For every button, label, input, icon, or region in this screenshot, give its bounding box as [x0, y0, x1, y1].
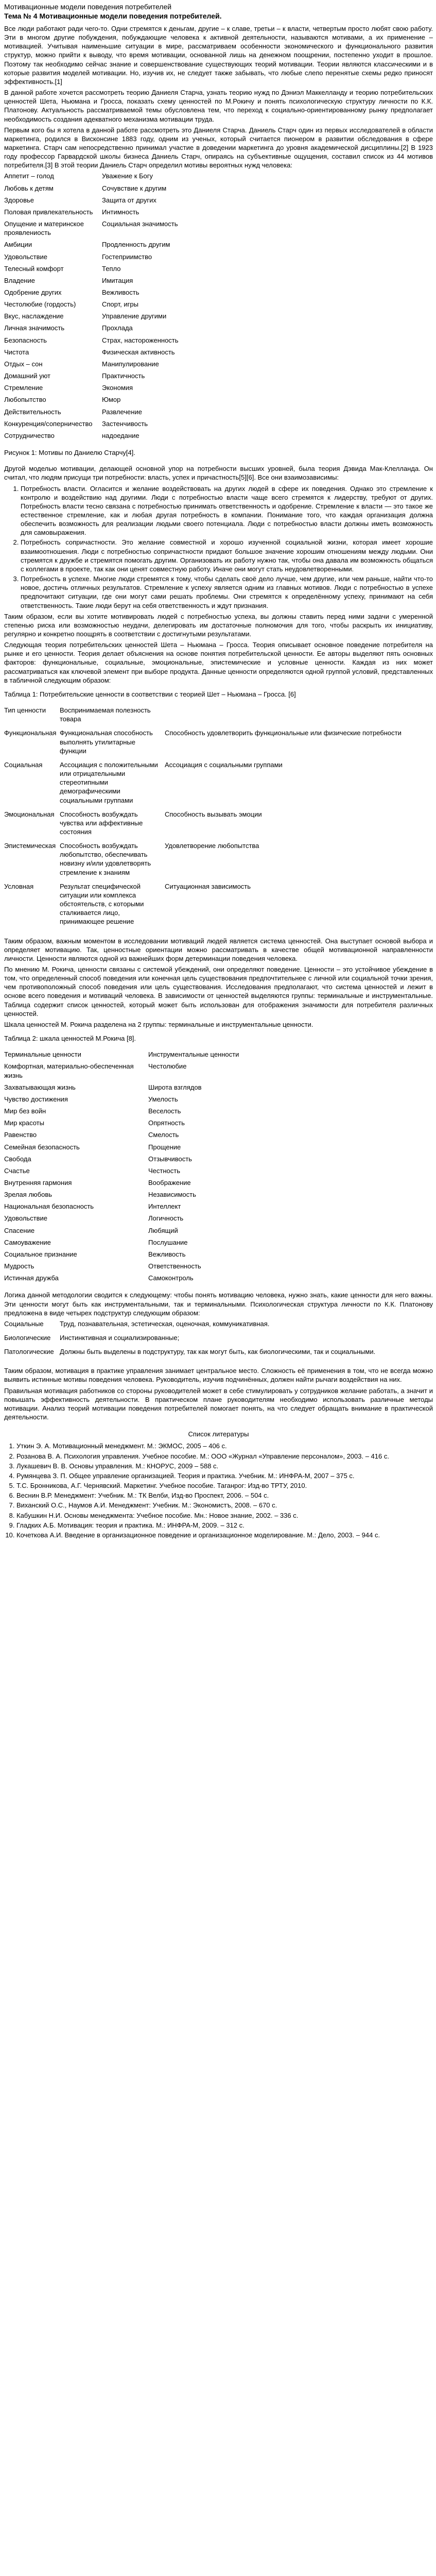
- motives-table: [4, 172, 179, 443]
- table-row: [4, 1143, 239, 1155]
- table-row: [4, 706, 404, 728]
- reference-item: 10. Кочеткова А.И. Введение в организационное поведение и организационное моделирование. М.: Дело, 2003. – 944 с.: [16, 1531, 433, 1539]
- motive-cell: Удовольствие: [4, 252, 47, 261]
- table-row: [4, 1118, 239, 1130]
- rokeach-intro: [4, 937, 433, 1029]
- table-row: [4, 300, 179, 312]
- table-cell: Внутренняя гармония: [4, 1178, 72, 1187]
- table-cell: Ассоциация с положительными или отрицательными стереотипными демографическими социальными группами: [60, 760, 158, 804]
- table-cell: Самоконтроль: [148, 1274, 194, 1282]
- paragraph: Следующая теория потребительских ценностей Шета – Ньюмана – Гросса. Теория описывает основное поведение потребителя на рынке и его ценности. Теория делает объяснения на основе понятия потребительской ценности. Ее авторы выделяют пять основных факторов: функциональные, социальные, эмоциональные, эпистемические и условные ценности. Каждая из них может рассматриваться как ключевой элемент при выборе продукта. Данные ценности определяются одной группой условий, представленных в табличной следующим образом:: [4, 641, 433, 684]
- motive-cell: Сочувствие к другим: [102, 184, 167, 192]
- table-cell: Честность: [148, 1166, 180, 1175]
- table-cell: Социальное признание: [4, 1250, 77, 1258]
- table-row: [4, 1155, 239, 1166]
- table-cell: Мир без войн: [4, 1107, 46, 1115]
- motive-cell: Аппетит – голод: [4, 172, 54, 180]
- table-row: [4, 172, 179, 183]
- table-header-cell: Инструментальные ценности: [148, 1050, 239, 1059]
- table-row: [4, 219, 179, 240]
- table-row: [4, 276, 179, 288]
- table-cell: Ассоциация с социальными группами: [165, 760, 283, 769]
- intro-section: [4, 24, 433, 170]
- motive-cell: Отдых – сон: [4, 360, 43, 368]
- table-row: [4, 312, 179, 324]
- rokeach-table: [4, 1050, 239, 1285]
- table-row: [4, 1226, 239, 1238]
- reference-item: 5. Т.С. Бронникова, А.Г. Чернявский. Маркетинг. Учебное пособие. Таганрог: Изд-во ТРТУ, 2010.: [16, 1481, 433, 1490]
- table-cell: Результат специфической ситуации или комплекса обстоятельств, с которыми сталкивается лицо, принимающее решение: [60, 882, 144, 926]
- table-cell: Способность возбуждать чувства или аффективные состояния: [60, 810, 143, 836]
- motive-cell: Экономия: [102, 384, 133, 392]
- motive-cell: Спорт, игры: [102, 300, 138, 309]
- table-cell: Мудрость: [4, 1262, 34, 1270]
- table-cell: Логичность: [148, 1214, 184, 1223]
- motive-cell: Развлечение: [102, 408, 142, 416]
- table-cell: Широта взглядов: [148, 1083, 202, 1091]
- table-cell: Интеллект: [148, 1202, 181, 1211]
- table-row: [4, 1319, 377, 1333]
- table-cell: Веселость: [148, 1107, 181, 1115]
- motive-cell: Действительность: [4, 408, 61, 416]
- paragraph: Шкала ценностей М. Рокича разделена на 2 группы: терминальные и инструментальные ценности.: [4, 1020, 313, 1028]
- reference-item: 4. Румянцева З. П. Общее управление организацией. Теория и практика. Учебник. М.: ИНФРА-М, 2007 – 375 с.: [16, 1471, 433, 1480]
- motive-cell: Личная значимость: [4, 324, 65, 332]
- motive-cell: Гостеприимство: [102, 252, 152, 261]
- motive-cell: Защита от других: [102, 196, 156, 204]
- motive-cell: Домашний уют: [4, 372, 51, 380]
- table-cell: Опрятность: [148, 1119, 185, 1127]
- table-cell: Мир красоты: [4, 1119, 44, 1127]
- table-row: [4, 1214, 239, 1226]
- table-cell: Национальная безопасность: [4, 1202, 94, 1211]
- reference-item: 3. Лукашевич В. В. Основы управления. М.: КНОРУС, 2009 – 588 с.: [16, 1462, 433, 1470]
- table-row: [4, 1130, 239, 1142]
- table-cell: Послушание: [148, 1238, 188, 1246]
- platonov-table: [4, 1319, 377, 1361]
- table-header-row: [4, 1050, 239, 1062]
- table-cell: Функциональная способность выполнять утилитарные функции: [60, 729, 153, 755]
- figure-caption: Рисунок 1: Мотивы по Даниелю Старчу[4].: [4, 449, 135, 457]
- paragraph: Все люди работают ради чего-то. Одни стремятся к деньгам, другие – к славе, третьи – к власти, четвертым просто любят свою работу. Эти в многом другие побуждения, побуждающие человека к активной деятельности, называются мотивами, а их применение – мотивацией. Учитывая наименьшие ситуации в мире, рассматриваем особенности экономического и функционального развития структур, можно прийти к выводу, что время мотивации, основанной лишь на денежном поощрении, постепенно уходит в прошлое. Поэтому так необходимо сейчас знание и совершенствование существующих теорий мотивации. Теории являются классическими и в которые развития моделей мотивации. Но, изучив их, не следует также забывать, что любые слепо перенятые схемы редко приносят эффективность.[1]: [4, 24, 433, 86]
- table-row: [4, 419, 179, 431]
- table-cell: Зрелая любовь: [4, 1191, 53, 1199]
- table-row: [4, 1083, 239, 1095]
- table-cell: Социальная: [4, 760, 43, 769]
- table-row: [4, 1262, 239, 1274]
- doc-title: Мотивационные модели поведения потребителей: [4, 3, 172, 11]
- table-row: [4, 841, 404, 882]
- table-row: [4, 408, 179, 419]
- table-row: [4, 1178, 239, 1190]
- conclusion: [4, 1366, 433, 1421]
- mcclelland-after: [4, 612, 433, 685]
- table-row: [4, 760, 404, 810]
- motive-cell: Стремление: [4, 384, 43, 392]
- table-cell: Патологические: [4, 1348, 54, 1356]
- mcclelland-intro: Другой моделью мотивации, делающей основной упор на потребности высших уровней, была теория Дэвида Мак-Клелланда. Он считал, что людям присущи три потребности: власть, успех и причастность[5][6]. Все они взаимозависимы:: [4, 465, 433, 482]
- doc-subtitle: Тема № 4 Мотивационные модели поведения потребителей.: [4, 12, 222, 21]
- motive-cell: Застенчивость: [102, 419, 148, 428]
- table-cell: Умелость: [148, 1095, 178, 1103]
- table-cell: Семейная безопасность: [4, 1143, 80, 1151]
- table-cell: Чувство достижения: [4, 1095, 68, 1103]
- table-cell: Равенство: [4, 1131, 37, 1139]
- table-cell: Честолюбие: [148, 1062, 187, 1071]
- table-cell: Функциональная: [4, 729, 57, 737]
- motive-cell: Любовь к детям: [4, 184, 54, 192]
- table-row: [4, 1333, 377, 1347]
- table-cell: Ответственность: [148, 1262, 201, 1270]
- motive-cell: Опущение и материнское проявлениость: [4, 220, 84, 237]
- table-row: [4, 395, 179, 407]
- motive-cell: надоедание: [102, 431, 139, 439]
- table-cell: Свобода: [4, 1155, 31, 1163]
- table-cell: Социальные: [4, 1319, 44, 1328]
- motive-cell: Любопытство: [4, 396, 46, 404]
- motive-cell: Сотрудничество: [4, 431, 55, 439]
- table-row: [4, 431, 179, 443]
- values-table: [4, 706, 404, 931]
- table-cell: Условная: [4, 882, 34, 890]
- reference-item: 8. Кабушкин Н.И. Основы менеджмента: Учебное пособие. Мн.: Новое знание, 2002. – 336 с.: [16, 1511, 433, 1520]
- table-row: [4, 1166, 239, 1178]
- table-row: [4, 1347, 377, 1361]
- table-cell: Отзывчивость: [148, 1155, 192, 1163]
- reference-item: 7. Виханский О.С., Наумов А.И. Менеджмент: Учебник. М.: Экономистъ, 2008. – 670 с.: [16, 1501, 433, 1510]
- table-cell: Способность вызывать эмоции: [165, 810, 262, 818]
- table-cell: Воспринимаемая полезность товара: [60, 706, 151, 723]
- reference-item: 6. Веснин В.Р. Менеджмент: Учебник. М.: ТК Велби, Изд-во Проспект, 2006. – 504 с.: [16, 1491, 433, 1500]
- motive-cell: Владение: [4, 276, 35, 284]
- motive-cell: Честолюбие (гордость): [4, 300, 76, 309]
- table-row: [4, 196, 179, 208]
- paragraph: Таким образом, мотивация в практике управления занимает центральное место. Сложность её применения в том, что не всегда можно выявить истинные мотивы поведения человека. Руководитель, изучив подчинённых, должен найти рычаги воздействия на них.: [4, 1367, 433, 1384]
- table-cell: [165, 706, 404, 728]
- table-cell: Способность возбуждать любопытство, обеспечивать новизну и/или удовлетворять стремление к знаниям: [60, 842, 151, 876]
- motive-cell: Юмор: [102, 396, 121, 404]
- table-cell: Любящий: [148, 1226, 178, 1234]
- paragraph: Таким образом, если вы хотите мотивировать людей с потребностью успеха, вы должны ставить перед ними задачи с умеренной степенью риска или возможностью неудачи, делегировать им достаточные полномочия для того, чтобы раскрыть их инициативу, регулярно и конкретно поощрять в соответствии с достигнутыми результатами.: [4, 612, 433, 638]
- table-row: [4, 383, 179, 395]
- refs-title: Список литературы: [188, 1430, 249, 1438]
- table-cell: Эпистемическая: [4, 842, 56, 850]
- motive-cell: Тепло: [102, 264, 121, 273]
- table-cell: Способность удовлетворить функциональные или физические потребности: [165, 729, 402, 737]
- table-row: [4, 1190, 239, 1202]
- list-item: 3. Потребность в успехе. Многие люди стремятся к тому, чтобы сделать своё дело лучше, чем другие, или чем раньше, найти что-то новое, достичь отличных результатов. Стремление к успеху является одним из главных мотивов. Люди с потребностью в успехе предпочитают ситуации, где они могут сами решать проблемы. Они стремятся к определённому успеху, принимают на себя ответственность. Такие люди берут на себя ответственность и ждут признания.: [21, 574, 433, 610]
- reference-item: 2. Розанова В. А. Психология управления. Учебное пособие. М.: ООО «Журнал «Управление персоналом», 2003. – 416 с.: [16, 1452, 433, 1461]
- table-cell: Инстинктивная и социализированные;: [60, 1334, 180, 1342]
- motive-cell: Манипулирование: [102, 360, 159, 368]
- table-row: [4, 728, 404, 760]
- motive-cell: Одобрение других: [4, 289, 62, 296]
- table-cell: Истинная дружба: [4, 1274, 59, 1282]
- table-row: [4, 1095, 239, 1107]
- motive-cell: Имитация: [102, 276, 133, 284]
- platonov-intro: Логика данной методологии сводится к следующему: чтобы понять мотивацию человека, нужно знать, какие ценности для него важны. Эти ценности могут быть как инструментальными, так и терминальными. Психологическая структура личности по К.К. Платонову предложена в виде четырех подструктур следующим образом:: [4, 1291, 433, 1317]
- motive-cell: Социальная значимость: [102, 220, 178, 228]
- motive-cell: Чистота: [4, 348, 29, 356]
- table-cell: Воображение: [148, 1178, 191, 1187]
- motive-cell: Уважение к Богу: [102, 172, 153, 180]
- table-row: [4, 208, 179, 219]
- table-cell: Труд, познавательная, эстетическая, оценочная, коммуникативная.: [60, 1319, 270, 1328]
- paragraph: Правильная мотивация работников со стороны руководителей может в себе стимулировать у сотрудников желание работать, а значит и повышать эффективность деятельности. В практическом плане руководителям необходимо использовать различные методы мотивации. Анализ теорий мотивации поведения потребителей помогает понять, на что следует обращать внимание в практической деятельности.: [4, 1386, 433, 1421]
- table-cell: Прощение: [148, 1143, 181, 1151]
- table-row: [4, 240, 179, 252]
- table2-caption: Таблица 2: шкала ценностей М.Рокича [8].: [4, 1035, 136, 1043]
- reference-item: 1. Уткин Э. А. Мотивационный менеджмент. М.: ЭКМОС, 2005 – 406 с.: [16, 1442, 433, 1450]
- motive-cell: Прохлада: [102, 324, 133, 332]
- motive-cell: Физическая активность: [102, 348, 175, 356]
- list-item: 1. Потребность власти. Огласится и желание воздействовать на других людей в сфере их поведения. Однако это стремление к контролю и воздействию над другими. Люди с потребностью власти чаще всего стремятся к лидерству, требуют от других. Потребность власти тесно связана с потребностью принимать ответственность и одобрение. Стремление к власти — это такое же естественное стремление, как и любая другая потребность в компании. Понимание того, что каждая организация должна обеспечить возможность для реализации людьми своего потенциала. Люди с потребностью власти должны иметь возможность для самовыражения.: [21, 484, 433, 537]
- table-cell: Ситуационная зависимость: [165, 882, 251, 890]
- table-header-cell: Терминальные ценности: [4, 1050, 81, 1059]
- motive-cell: Практичность: [102, 372, 145, 380]
- motive-cell: Продленность другим: [102, 241, 170, 249]
- table-cell: Эмоциональная: [4, 810, 55, 818]
- paragraph: Таким образом, важным моментом в исследовании мотиваций людей является система ценностей. Она выступает основой выбора и определяет мотивацию. Так, ценностные ориентации можно рассматривать в качестве общей мотивационной направленности личности. Ценности являются одной из важнейших форм детерминации поведения человека.: [4, 937, 433, 962]
- motive-cell: Интимность: [102, 208, 139, 216]
- paragraph: По мнению М. Рокича, ценности связаны с системой убеждений, они определяют поведение. Ценности – это устойчивое убеждение в том, что определенный способ поведения или конечная цель существования предпочтительнее с личной или социальной точки зрения, чем противоположный способ поведения или цель существования. Исследования предполагают, что система ценностей и лежит в основе всего поведения и мотиваций человека. В зависимости от ценностей выделяются группы: терминальные и инструментальные. Таблица содержит список ценностей, который может быть использован для отображения значимости для потребителя различных ценностей.: [4, 965, 433, 1018]
- table-cell: Счастье: [4, 1166, 30, 1175]
- references-list: [4, 1442, 433, 1539]
- table-row: [4, 252, 179, 264]
- table-cell: Независимость: [148, 1191, 196, 1199]
- motive-cell: Страх, настороженность: [102, 336, 179, 344]
- motive-cell: Телесный комфорт: [4, 264, 64, 273]
- list-item: 2. Потребность сопричастности. Это желание совместной и хорошо изученной социальной жизни, которая имеет хорошие взаимоотношения. Люди с потребностью сопричастности придают большое значение хорошим отношениям между людьми. Они стремятся к дружбе и стремятся помогать другим. Организовать их работу нужно так, чтобы она давала им возможность общаться с коллегами в проекте, так как они ценят совместную работу. Иначе они могут стать неудовлетворенными.: [21, 538, 433, 573]
- motive-cell: Здоровье: [4, 196, 34, 204]
- table-row: [4, 1107, 239, 1118]
- table-cell: Спасение: [4, 1226, 35, 1234]
- table-row: [4, 1274, 239, 1285]
- table-row: [4, 264, 179, 276]
- reference-item: 9. Гладких А.Б. Мотивация: теория и практика. М.: ИНФРА-М, 2009. – 312 с.: [16, 1521, 433, 1530]
- table-row: [4, 324, 179, 335]
- table-row: [4, 371, 179, 383]
- table-row: [4, 348, 179, 360]
- motive-cell: Конкуренция/соперничество: [4, 419, 93, 428]
- table-row: [4, 1238, 239, 1250]
- table-row: [4, 360, 179, 371]
- motive-cell: Половая привлекательность: [4, 208, 93, 216]
- table-row: [4, 1202, 239, 1214]
- mcclelland-list: [4, 484, 433, 610]
- motive-cell: Амбиции: [4, 241, 32, 249]
- table-row: [4, 184, 179, 196]
- paragraph: В данной работе хочется рассмотреть теорию Даниеля Старча, узнать теорию нужд по Дэниэл Маккелланду и теорию потребительских ценностей Шета, Ньюмана и Гросса, показать схему ценностей по М.Рокичу и понять психологическую структуру личности по К.К. Платонову. Актуальность рассматриваемой темы обусловлена тем, что переход к социально-ориентированному рынку предполагает необходимость создания адекватного механизма мотивации труда.: [4, 89, 433, 123]
- table-cell: Комфортная, материально-обеспеченная жизнь: [4, 1062, 134, 1079]
- table-cell: Тип ценности: [4, 706, 46, 715]
- table-cell: Должны быть выделены в подструктуру, так как могут быть, как биологическими, так и социальными.: [60, 1348, 376, 1356]
- table-cell: Удовольствие: [4, 1214, 47, 1223]
- table-row: [4, 1250, 239, 1262]
- table-row: [4, 1062, 239, 1082]
- table-row: [4, 336, 179, 348]
- motive-cell: Управление другими: [102, 312, 167, 320]
- table-row: [4, 288, 179, 300]
- table-row: [4, 810, 404, 841]
- paragraph: Первым кого бы я хотела в данной работе рассмотреть это Даниеля Старча. Даниель Старч один из первых исследователей в области маркетинга, родился в Висконсине 1883 году, одним из ученых, который считается пионером в развитии обследования в сфере маркетинга. Старч сам непосредственно принимал участие в доведении маркетинга до уровня академической дисциплины.[2] В 1923 году профессор Гарвардской школы бизнеса Даниель Старч, опираясь на субъективные ощущения, составил список из 44 мотивов потребителя.[3] В этой теории Даниель Старч определил мотивы вероятных нужд человека:: [4, 126, 433, 170]
- motive-cell: Безопасность: [4, 336, 47, 344]
- motive-cell: Вежливость: [102, 289, 139, 296]
- table-cell: Захватывающая жизнь: [4, 1083, 76, 1091]
- table-cell: Удовлетворение любопытства: [165, 842, 259, 850]
- table-cell: Смелость: [148, 1131, 179, 1139]
- table-row: [4, 882, 404, 931]
- table1-caption: Таблица 1: Потребительские ценности в соответствии с теорией Шет – Ньюмана – Гросса. [6]: [4, 690, 296, 698]
- motive-cell: Вкус, наслаждение: [4, 312, 64, 320]
- table-cell: Вежливость: [148, 1250, 186, 1258]
- table-cell: Самоуважение: [4, 1238, 51, 1246]
- table-cell: Биологические: [4, 1334, 51, 1342]
